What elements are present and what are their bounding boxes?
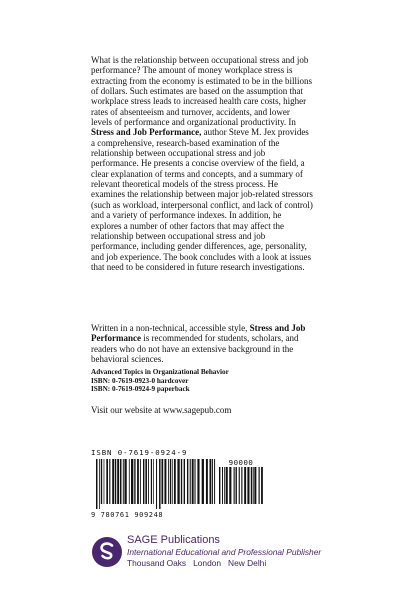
isbn-paperback: ISBN: 0-7619-0924-9 paperback	[91, 385, 190, 394]
barcode-bar	[244, 467, 246, 504]
barcode-bar	[140, 459, 141, 504]
barcode-bar	[117, 459, 119, 504]
barcode-bar	[120, 459, 122, 504]
barcode-bar	[156, 459, 157, 509]
ean-barcode	[96, 459, 216, 509]
barcode-bar	[253, 467, 254, 504]
barcode-isbn-label: ISBN 0-7619-0924-9	[91, 448, 188, 457]
barcode-bar	[202, 459, 204, 504]
barcode-bar	[106, 459, 108, 504]
description-paragraph-1	[91, 55, 313, 272]
publisher-tagline: International Educational and Professional Publisher	[127, 547, 322, 557]
book-title-inline: Stress and Job Performance,	[91, 127, 202, 138]
barcode-bar	[184, 459, 185, 504]
barcode-bar	[148, 459, 149, 504]
barcode-bar	[174, 459, 176, 504]
barcode-bar	[170, 459, 171, 504]
barcode-bar	[261, 467, 263, 504]
barcode-bar	[112, 459, 114, 504]
barcode-bar	[259, 467, 260, 504]
barcode-bar	[209, 459, 211, 504]
barcode-bar	[236, 467, 237, 504]
barcode-bar	[151, 459, 152, 504]
barcode-number: 9 780761 909248	[91, 511, 164, 519]
barcode-bar	[241, 467, 242, 504]
sage-logo-icon	[91, 536, 123, 568]
barcode-bar	[153, 459, 154, 504]
barcode-bar	[109, 459, 110, 504]
description-text: What is the relationship between occupational stress and job performance? The amount of money workplace stress is extracting from the economy is estimated to be in the billions of dollars. Such estimates are based on the assumption that workplace stress leads to increased health care costs, higher rates of absenteeism and turnover, accidents, and lower levels of performance and organizational productivity. In	[91, 55, 312, 128]
price-barcode	[219, 467, 263, 509]
barcode-bar	[101, 459, 102, 504]
book-title-inline: Stress and Job Performance	[91, 323, 306, 344]
isbn-hardcover: ISBN: 0-7619-0923-0 hardcover	[91, 376, 189, 385]
barcode-bar	[177, 459, 179, 504]
barcode-bar	[104, 459, 105, 504]
barcode-bar	[162, 459, 164, 504]
description-paragraph-2	[91, 323, 313, 364]
barcode-bar	[137, 459, 139, 504]
barcode-bar	[226, 467, 228, 504]
website-line: Visit our website at www.sagepub.com	[91, 405, 232, 415]
barcode-bar	[219, 467, 220, 504]
barcode-bar	[206, 459, 208, 504]
barcode-bar	[124, 459, 126, 504]
barcode-bar	[212, 459, 213, 504]
barcode-bar	[214, 459, 215, 504]
series-name: Advanced Topics in Organizational Behavior	[91, 368, 229, 376]
barcode-bar	[224, 467, 225, 504]
barcode-bar	[229, 467, 231, 504]
barcode-bar	[172, 459, 173, 504]
barcode-bar	[115, 459, 117, 504]
barcode-bar	[197, 459, 199, 504]
description-text: is recommended for students, scholars, and readers who do not have an extensive background in the behavioral sciences.	[91, 333, 299, 365]
barcode-bar	[145, 459, 147, 504]
barcode-bar	[129, 459, 130, 504]
barcode-bar	[168, 459, 169, 504]
publisher-name: SAGE Publications	[127, 534, 220, 546]
barcode-bar	[192, 459, 194, 504]
barcode-bar	[187, 459, 188, 504]
barcode-price-code: 90000	[228, 458, 254, 467]
barcode-bar	[164, 459, 166, 504]
barcode-bar	[123, 459, 124, 504]
barcode-bar	[194, 459, 195, 504]
barcode-bar	[131, 459, 133, 504]
barcode-bar	[247, 467, 249, 504]
barcode-bar	[234, 467, 235, 504]
barcode-bar	[222, 467, 223, 504]
publisher-cities: Thousand Oaks London New Delhi	[127, 558, 267, 568]
barcode-bar	[254, 467, 256, 504]
barcode-bar	[239, 467, 240, 504]
barcode-bar	[251, 467, 253, 504]
description-text: Written in a non-technical, accessible style,	[91, 323, 248, 333]
barcode-bar	[99, 459, 100, 509]
barcode-bar	[96, 459, 97, 509]
barcode-bar	[143, 459, 144, 504]
barcode-bar	[190, 459, 191, 504]
barcode-bar	[134, 459, 135, 504]
barcode-bar	[181, 459, 182, 504]
series-block	[91, 368, 313, 394]
description-text: author Steve M. Jex provides a comprehensive, research-based examination of the relationship between occupational stress and job performance. He presents a concise overview of the field, a clear explanation of terms and concepts, and a summary of relevant theoretical models of the stress process. He examines the relationship between major job-related stressors (such as workload, interpersonal conflict, and lack of control) and a variety of performance indexes. In addition, he explores a number of other factors that may affect the relationship between occupational stress and job performance, including gender differences, age, personality, and job experience. The book concludes with a look at issues that need to be considered in future research investigations.	[91, 127, 313, 272]
barcode-bar	[159, 459, 160, 509]
